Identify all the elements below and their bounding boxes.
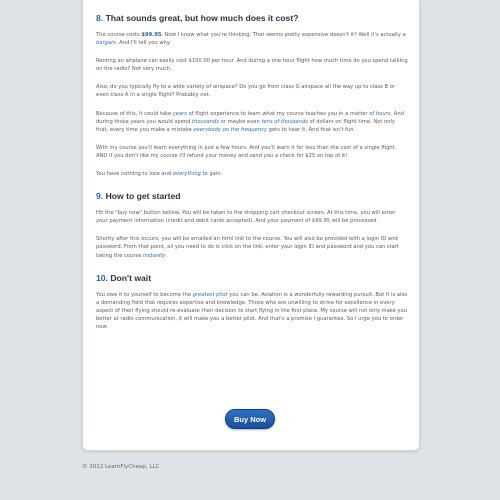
section-9-title: How to get started — [105, 191, 181, 202]
class-a: A — [124, 92, 129, 99]
section-8-paragraph-2: Renting an airplane can easily cost $100.00 per hour. And during a one hour flight how much time do you spend talking on the radio? Not very much. — [96, 58, 408, 73]
section-10-number: 10. — [96, 272, 108, 283]
section-10-heading — [96, 272, 408, 284]
section-9-paragraph-1: Hit the "buy now" button bellow. You will be taken to the shopping cart checkout screen. At this time, you will enter your payment information (credit and debit cards accepted). And your payment of $99.95 will be processed. — [96, 210, 396, 225]
section-8-paragraph-1: The course costs $99.95. Now I know what you're thinking. That seems pretty expensive doesn't it? Well it's actually a bargain. And I'll tell you why. — [96, 32, 406, 47]
section-8-paragraph-4: Because of this, it could take years of flight experience to learn what my course teaches you in a matter of hours. And during those years you would spend thousands or maybe even tens of thousands of dollars on flight time. Not only that, every time you make a mistake everybody on the frequency gets to hear it. And that isn't fun. — [96, 110, 404, 133]
everything-emphasis: everything — [172, 171, 201, 178]
section-10-title: Don't wait — [110, 272, 152, 283]
buy-now-button[interactable]: Buy Now — [225, 409, 275, 429]
everybody-emphasis: everybody on the frequency — [193, 126, 268, 133]
section-10-paragraph-1: You owe it to yourself to become the greatest pilot you can be. Aviation is a wonderfully rewarding pursuit. But it is also a demanding field that requires expertise and knowledge. Those who are unwilling to strive for excellence in every aspect of their flying should re-evaluate their decision to start flying in the first place. My course will not only make you better at radio communication, it will make you a better pilot. And that's a promise I guarantee. So I urge you to order now. — [96, 291, 408, 330]
section-8-number: 8. — [96, 13, 104, 23]
footer-copyright: © 2012 LearnFlyCheap, LLC — [82, 464, 160, 470]
tens-of-thousands-emphasis: tens of thousands — [261, 118, 308, 125]
bargain-emphasis: bargain — [96, 40, 116, 47]
greatest-pilot-emphasis: greatest pilot — [192, 291, 228, 298]
section-8-paragraph-3: Also, do you typically fly to a wide variety of airspace? Do you go from class G airspace all the way up to class B or even class A in a single flight? Probably not. — [96, 84, 396, 99]
content-card — [82, 0, 420, 451]
price: $99.95 — [141, 32, 162, 38]
hours-emphasis: hours — [375, 110, 391, 117]
class-g: G — [295, 84, 300, 91]
section-9-paragraph-2: Shortly after this occurs, you will be emailed an html link to the course. You will also be provided with a login ID and password. From that point, all you need to do is click on the link, enter your login ID and password and you can start taking the course instantly. — [96, 236, 399, 259]
section-8-heading — [96, 12, 408, 24]
years-emphasis: years — [172, 110, 187, 117]
section-8-paragraph-5: With my course you'll learn everything in just a few hours. And you'll learn it for less than the cost of a single flight. AND if you don't like my course I'll refund your money and send you a check for $25 on top of it! — [96, 144, 397, 159]
section-8-paragraph-6: You have nothing to lose and everything to gain. — [96, 171, 223, 178]
instantly-emphasis: instantly — [143, 252, 166, 259]
thousands-emphasis: thousands — [192, 118, 219, 125]
content-body — [96, 12, 408, 331]
section-8-title: That sounds great, but how much does it cost? — [105, 13, 299, 23]
section-9-number: 9. — [96, 191, 104, 202]
section-9-heading — [96, 190, 408, 202]
